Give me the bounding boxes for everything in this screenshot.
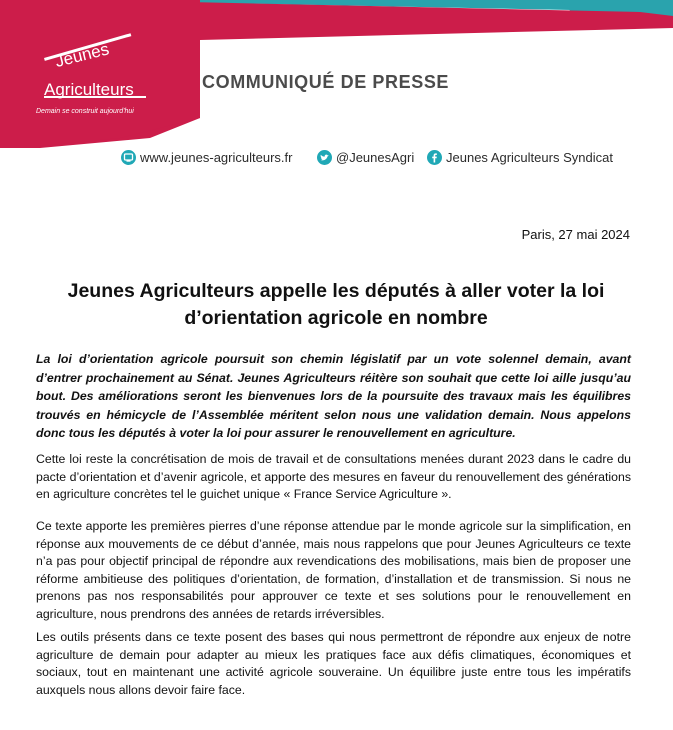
facebook-icon: [427, 150, 442, 165]
logo-word-agriculteurs: Agriculteurs: [44, 80, 134, 99]
press-release-title: Jeunes Agriculteurs appelle les députés à aller voter la loi d’orientation agricole en nombre: [67, 280, 605, 329]
logo-word-jeunes: Jeunes: [53, 39, 111, 72]
facebook-page-name: Jeunes Agriculteurs Syndicat: [446, 150, 613, 165]
twitter-handle: @JeunesAgri: [336, 150, 415, 165]
header-banner: [0, 0, 673, 150]
social-links-bar: [0, 150, 673, 170]
twitter-bird-icon: [317, 150, 332, 165]
logo-tagline: Demain se construit aujourd'hui: [36, 108, 134, 115]
logo: [0, 0, 190, 150]
twitter-link[interactable]: [317, 150, 414, 165]
lead-paragraph: La loi d’orientation agricole poursuit son chemin législatif par un vote solennel demain, avant d’entrer prochainement au Sénat. Jeunes Agriculteurs réitère son souhait que cette loi aille jusqu’au bout. Des améliorations seront les bienvenues lors de la poursuite des travaux mais les équilibres trouvés en hémicycle de l’Assemblée méritent selon nous une validation demain. Nous appelons donc tous les députés à voter la loi pour assurer le renouvellement en agriculture.: [36, 352, 631, 440]
website-url: www.jeunes-agriculteurs.fr: [140, 150, 293, 165]
press-release-heading: COMMUNIQUÉ DE PRESSE: [202, 72, 450, 92]
body-paragraph-3: Les outils présents dans ce texte posent des bases qui nous permettront de répondre aux enjeux de notre agriculture de demain pour adapter au mieux les pratiques face aux défis climatiques, économiques et sociaux, tout en maintenant une activité agricole souveraine. Un équilibre juste entre tous les impératifs auxquels nous allons devoir faire face.: [36, 630, 631, 697]
globe-screen-icon: [121, 150, 136, 165]
facebook-link[interactable]: [427, 150, 613, 165]
body-paragraph-2: Ce texte apporte les premières pierres d’une réponse attendue par le monde agricole sur la simplification, en réponse aux mouvements de ce début d’année, mais nous rappelons que pour Jeunes Agriculteurs ce texte n’a pas pour objectif principal de répondre aux revendications des mobilisations, mais bien de proposer une réforme ambitieuse des politiques d’orientation, de formation, d’installation et de transmission. Si nous ne prenons pas nos responsabilités pour approuver ce texte et ses solutions pour le renouvellement en agriculture, nous prendrons des années de retards irréversibles.: [36, 519, 631, 621]
dateline: Paris, 27 mai 2024: [521, 227, 630, 242]
website-link[interactable]: [121, 150, 292, 165]
body-paragraph-1: Cette loi reste la concrétisation de mois de travail et de consultations menées durant 2023 dans le cadre du pacte d’orientation et d’avenir agricole, et apporte des mesures en faveur du renouvellement des générations en agriculture concrètes tel le guichet unique « France Service Agriculture ».: [36, 452, 631, 501]
